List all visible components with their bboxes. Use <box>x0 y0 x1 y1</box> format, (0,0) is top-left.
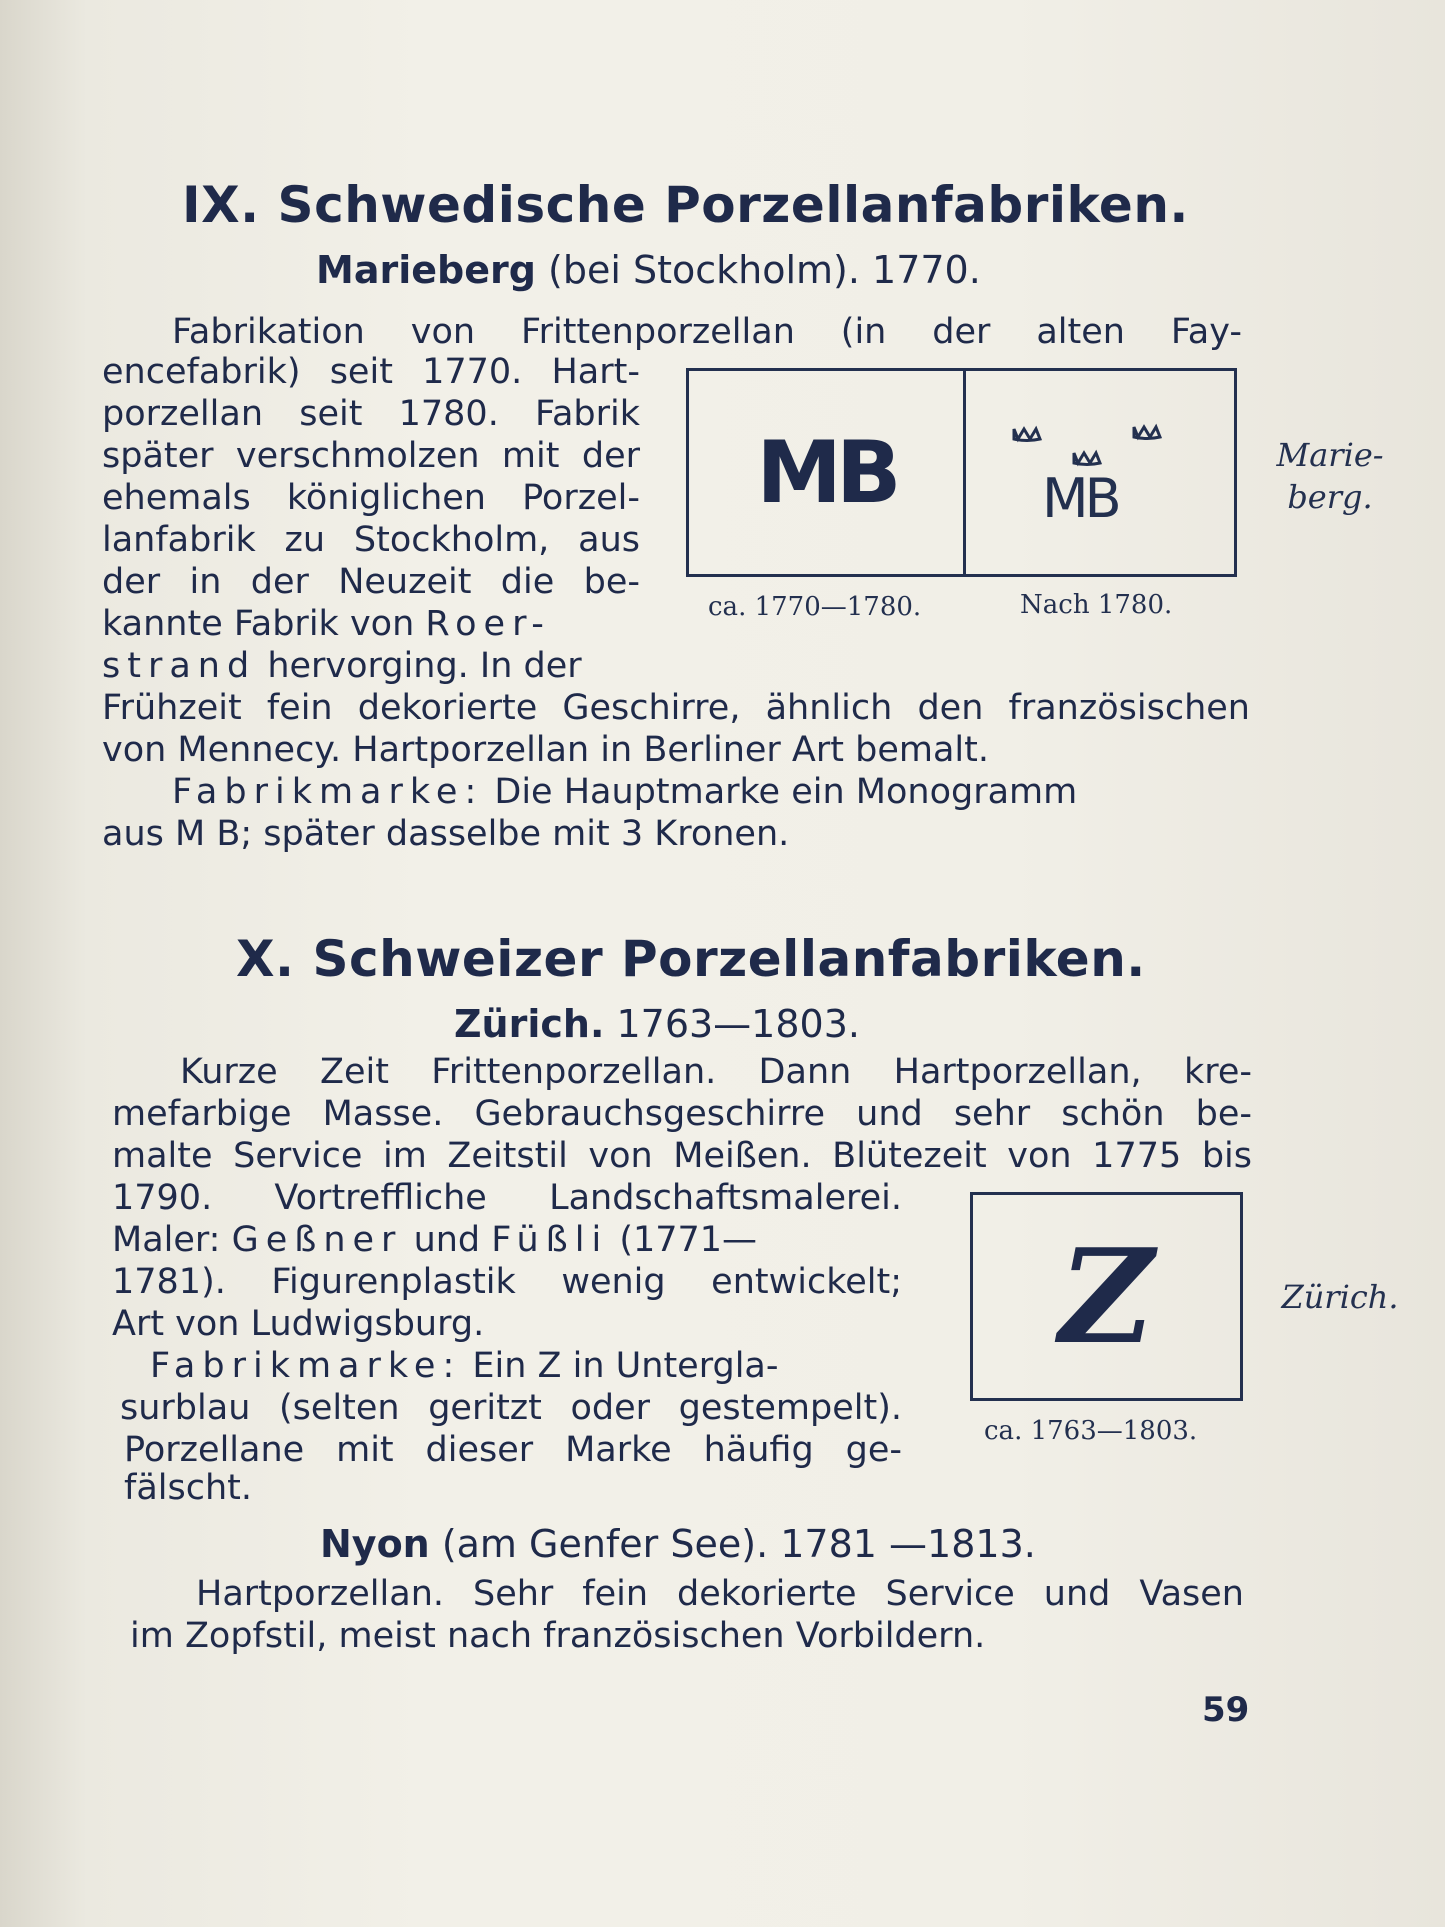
page-number: 59 <box>1202 1690 1250 1730</box>
subheading-nyon-rest: (am Genfer See). 1781 —1813. <box>429 1522 1036 1566</box>
side-label-zurich: Zürich. <box>1281 1278 1399 1316</box>
name-gessner: Geßner <box>231 1220 403 1260</box>
text-line <box>102 604 640 645</box>
subheading-zurich <box>454 1002 860 1046</box>
text-line: von Mennecy. Hartporzellan in Berliner Art bemalt. <box>102 730 989 770</box>
text-line: Art von Ludwigsburg. <box>112 1304 485 1344</box>
text-fragment: und <box>402 1220 492 1260</box>
text-line <box>150 1346 902 1387</box>
text-line: Porzellane mit dieser Marke häufig ge- <box>124 1430 902 1470</box>
caption-marieberg-late: Nach 1780. <box>1020 590 1173 620</box>
subheading-marieberg-rest: (bei Stockholm). 1770. <box>535 248 981 292</box>
text-line: später verschmolzen mit der <box>102 436 640 476</box>
marieberg-marks-figure <box>686 368 1237 577</box>
caption-marieberg-early: ca. 1770—1780. <box>708 592 922 622</box>
subheading-marieberg-name: Marieberg <box>316 248 536 292</box>
text-fragment: Maler: <box>112 1220 221 1260</box>
text-line: 1790. Vortreffliche Landschaftsmalerei. <box>112 1178 902 1218</box>
text-line: surblau (selten geritzt oder gestempelt). <box>120 1388 902 1428</box>
text-line: Kurze Zeit Frittenporzellan. Dann Hartporzellan, kre- <box>180 1052 1252 1092</box>
name-roerstrand-part1: Roer- <box>425 604 551 644</box>
text-fragment: hervorging. In der <box>256 646 582 686</box>
text-line: im Zopfstil, meist nach französischen Vorbildern. <box>130 1616 986 1656</box>
text-line: encefabrik) seit 1770. Hart- <box>102 352 640 392</box>
text-line: lanfabrik zu Stockholm, aus <box>102 520 640 560</box>
text-line: malte Service im Zeitstil von Meißen. Blütezeit von 1775 bis <box>112 1136 1252 1176</box>
text-line: fälscht. <box>124 1468 253 1508</box>
mark-mb-crowns-panel <box>966 371 1234 574</box>
subheading-nyon-name: Nyon <box>320 1522 430 1566</box>
mark-mb-small-monogram: MB <box>1042 467 1118 530</box>
caption-zurich: ca. 1763—1803. <box>984 1416 1198 1446</box>
text-line: Hartporzellan. Sehr fein dekorierte Service und Vasen <box>196 1574 1244 1614</box>
text-line: porzellan seit 1780. Fabrik <box>102 394 640 434</box>
text-line: ehemals königlichen Porzel- <box>102 478 640 518</box>
text-fragment: Ein Z in Untergla- <box>461 1346 779 1386</box>
subheading-zurich-name: Zürich. <box>454 1002 605 1046</box>
text-fragment: kannte Fabrik von <box>102 604 415 644</box>
side-label-marieberg: Marie- berg. <box>1276 436 1384 516</box>
text-line: mefarbige Masse. Gebrauchsgeschirre und sehr schön be- <box>112 1094 1252 1134</box>
text-line: Fabrikation von Frittenporzellan (in der alten Fay- <box>172 312 1242 352</box>
name-fuessli: Füßli <box>491 1220 609 1260</box>
subheading-zurich-rest: 1763—1803. <box>604 1002 860 1046</box>
text-fragment: Die Hauptmarke ein Monogramm <box>483 772 1078 812</box>
text-line: 1781). Figurenplastik wenig entwickelt; <box>112 1262 902 1302</box>
text-fragment: (1771— <box>608 1220 758 1260</box>
zurich-mark-figure <box>970 1192 1243 1401</box>
factory-mark-label: Fabrikmarke: <box>172 772 484 812</box>
factory-mark-label: Fabrikmarke: <box>150 1346 462 1386</box>
section-heading-swiss: X. Schweizer Porzellanfabriken. <box>236 930 1146 988</box>
subheading-marieberg <box>316 248 981 292</box>
text-line: Frühzeit fein dekorierte Geschirre, ähnlich den französischen <box>102 688 1250 728</box>
text-line <box>102 646 640 687</box>
name-roerstrand-part2: strand <box>102 646 257 686</box>
text-line: der in der Neuzeit die be- <box>102 562 640 602</box>
mark-mb-monogram: MB <box>756 422 896 523</box>
text-line <box>112 1220 902 1261</box>
text-line: aus M B; später dasselbe mit 3 Kronen. <box>102 814 790 854</box>
section-heading-swedish: IX. Schwedische Porzellanfabriken. <box>182 176 1189 234</box>
text-line <box>172 772 1250 813</box>
mark-mb-panel <box>689 371 963 574</box>
mark-z-monogram: Z <box>1059 1219 1154 1373</box>
subheading-nyon <box>320 1522 1036 1566</box>
